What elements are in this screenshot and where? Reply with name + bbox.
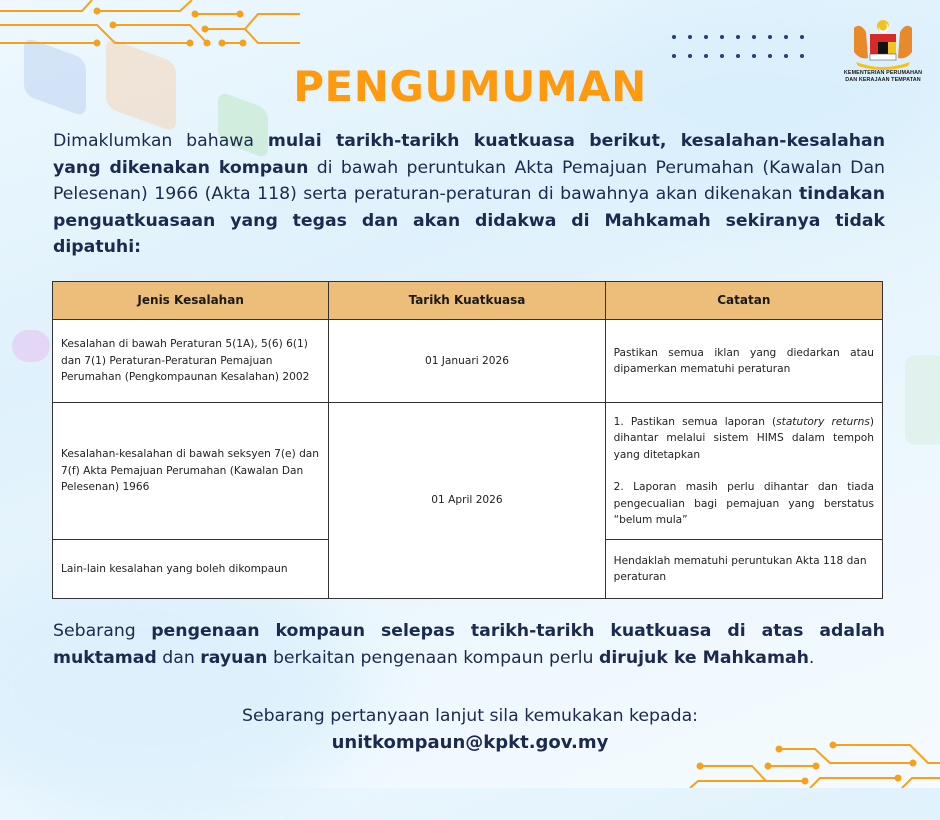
- server-illustration: [905, 355, 940, 445]
- circuit-lines-top: [0, 0, 300, 50]
- table-row: [53, 320, 883, 403]
- effective-date-cell: 01 Januari 2026: [329, 320, 605, 403]
- page-title: PENGUMUMAN: [293, 62, 647, 111]
- column-header-notes: Catatan: [605, 282, 882, 320]
- chat-bubble-illustration: [12, 330, 50, 362]
- note-item-2: 2. Laporan masih perlu dihantar dan tiada pengecualian bagi pemajuan yang berstatus “belum mula”: [613, 481, 874, 526]
- column-header-effective-date: Tarikh Kuatkuasa: [329, 282, 605, 320]
- contact-email: unitkompaun@kpkt.gov.my: [331, 732, 609, 753]
- ministry-name: KEMENTERIAN PERUMAHAN DAN KERAJAAN TEMPATAN: [843, 70, 923, 83]
- note-item-1: 1. Pastikan semua laporan (statutory returns) dihantar melalui sistem HIMS dalam tempoh yang ditetapkan: [613, 415, 874, 461]
- offence-cell: Kesalahan-kesalahan di bawah seksyen 7(e) dan 7(f) Akta Pemajuan Perumahan (Kawalan Dan Pelesenan) 1966: [53, 403, 329, 540]
- note-cell: Pastikan semua iklan yang diedarkan atau dipamerkan mematuhi peraturan: [605, 320, 882, 403]
- note-cell: [605, 403, 882, 540]
- background-cloud: [0, 560, 360, 820]
- offence-cell: Lain-lain kesalahan yang boleh dikompaun: [53, 540, 329, 599]
- offence-cell: Kesalahan di bawah Peraturan 5(1A), 5(6) 6(1) dan 7(1) Peraturan-Peraturan Pemajuan Perumahan (Pengkompaunan Kesalahan) 2002: [53, 320, 329, 403]
- decorative-dot-grid: [672, 35, 816, 58]
- column-header-offence: Jenis Kesalahan: [53, 282, 329, 320]
- table-row: [53, 403, 883, 540]
- contact-label: Sebarang pertanyaan lanjut sila kemukakan kepada:: [241, 706, 698, 726]
- closing-paragraph: Sebarang pengenaan kompaun selepas tarikh-tarikh kuatkuasa di atas adalah muktamad dan rayuan berkaitan pengenaan kompaun perlu dirujuk ke Mahkamah.: [53, 621, 885, 668]
- note-cell: Hendaklah mematuhi peruntukan Akta 118 dan peraturan: [605, 540, 882, 599]
- effective-date-cell: 01 April 2026: [329, 403, 605, 599]
- offences-table: [52, 281, 883, 599]
- table-header-row: [53, 282, 883, 320]
- intro-paragraph: Dimaklumkan bahawa mulai tarikh-tarikh kuatkuasa berikut, kesalahan-kesalahan yang dikenakan kompaun di bawah peruntukan Akta Pemajuan Perumahan (Kawalan Dan Pelesenan) 1966 (Akta 118) serta peraturan-peraturan di bawahnya akan dikenakan tindakan penguatkuasaan yang tegas dan akan didakwa di Mahkamah sekiranya tidak dipatuhi:: [53, 131, 885, 257]
